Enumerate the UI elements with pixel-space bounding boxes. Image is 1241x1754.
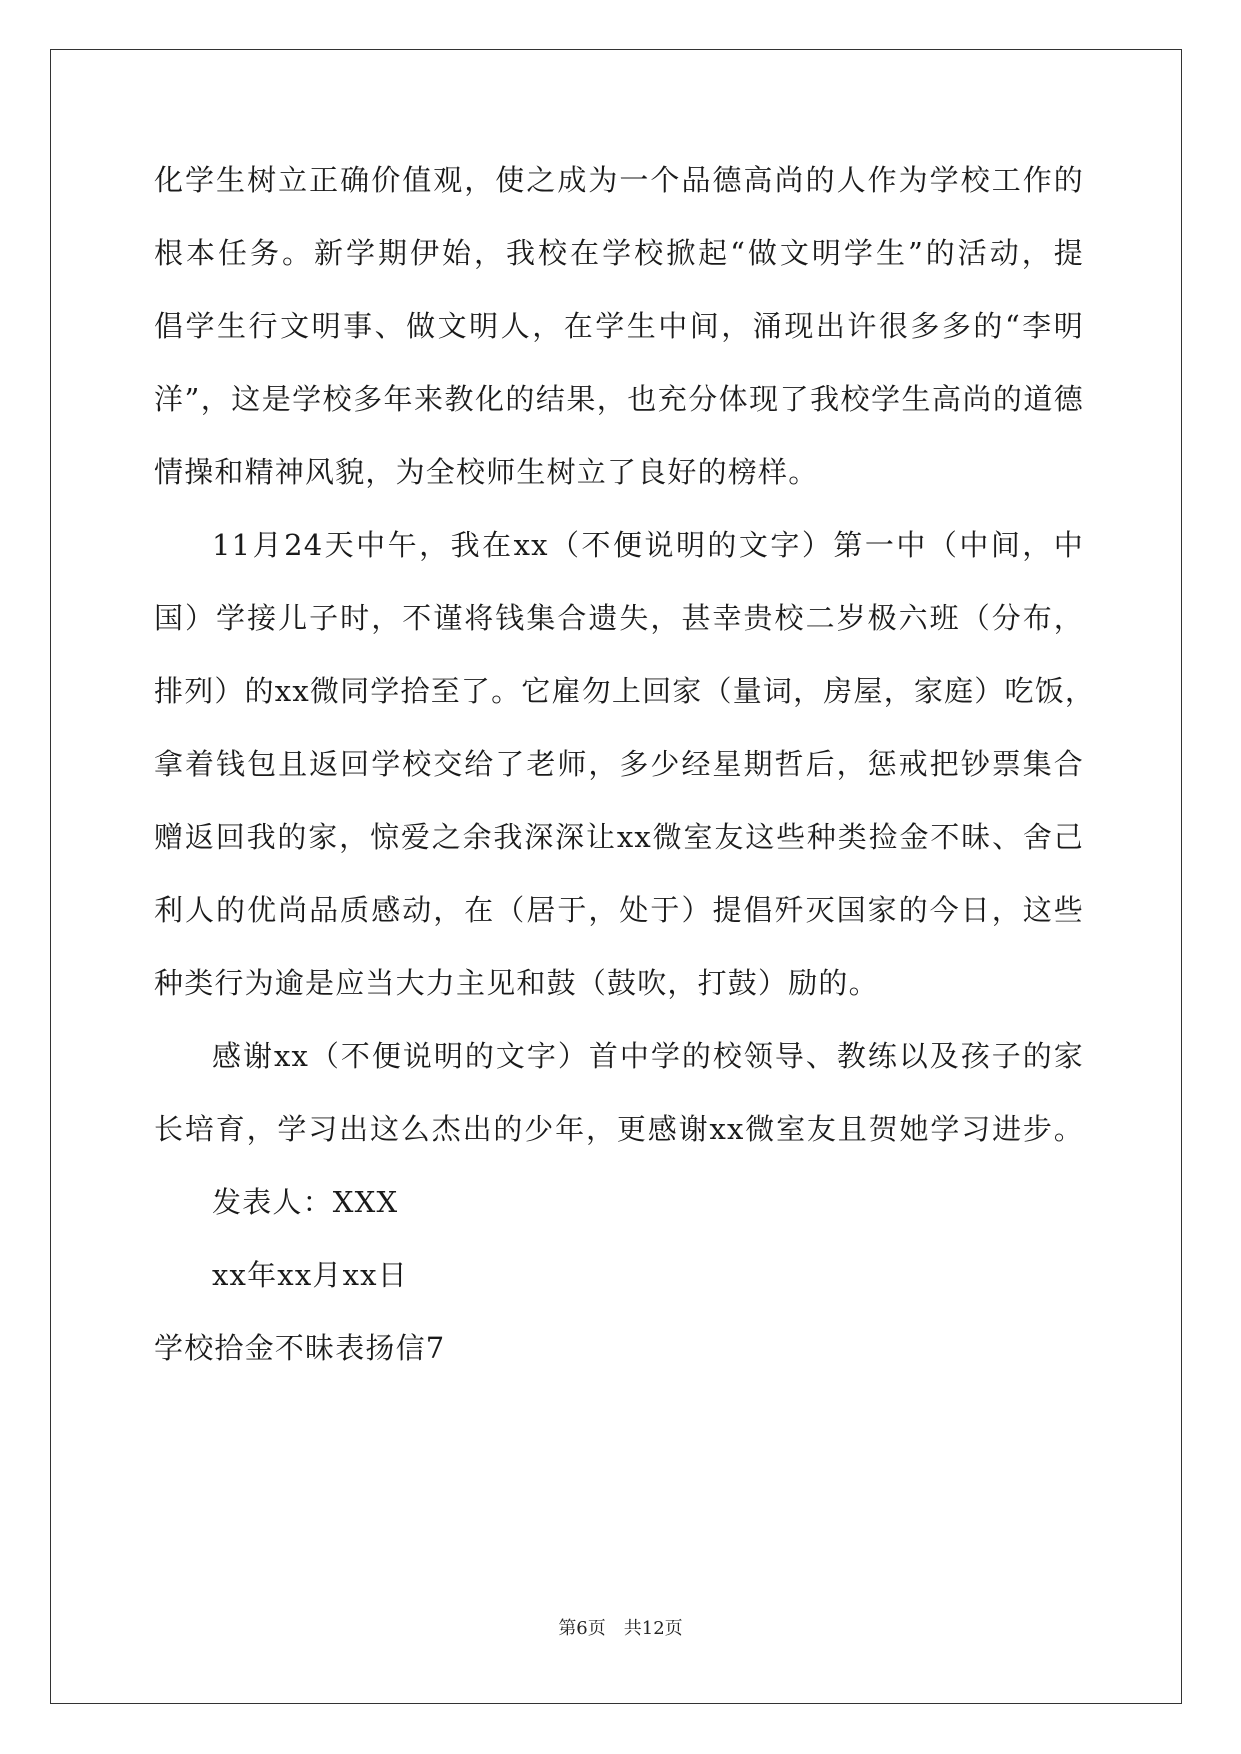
text-line: 长培育，学习出这么杰出的少年，更感谢xx微室友且贺她学习进步。 (154, 1112, 1084, 1146)
section-heading: 学校拾金不昧表扬信7 (154, 1331, 446, 1365)
text-line: 赠返回我的家，惊爱之余我深深让xx微室友这些种类捡金不昧、舍己 (154, 820, 1084, 854)
signature-line: 发表人：XXX (212, 1185, 399, 1219)
text-line: 洋”，这是学校多年来教化的结果，也充分体现了我校学生高尚的道德 (154, 382, 1084, 416)
page-border (50, 49, 1182, 1704)
date-line: xx年xx月xx日 (212, 1258, 408, 1292)
text-line: 倡学生行文明事、做文明人，在学生中间，涌现出许很多多的“李明 (154, 309, 1084, 343)
paragraph-first-line: 感谢xx（不便说明的文字）首中学的校领导、教练以及孩子的家 (212, 1039, 1084, 1073)
text-line: 种类行为逾是应当大力主见和鼓（鼓吹，打鼓）励的。 (154, 966, 879, 1000)
text-line: 排列）的xx微同学拾至了。它雇勿上回家（量词，房屋，家庭）吃饭， (154, 674, 1096, 708)
text-line: 利人的优尚品质感动，在（居于，处于）提倡歼灭国家的今日，这些 (154, 893, 1084, 927)
paragraph-first-line: 11月24天中午，我在xx（不便说明的文字）第一中（中间，中 (212, 528, 1084, 562)
text-line: 拿着钱包且返回学校交给了老师，多少经星期哲后，惩戒把钞票集合 (154, 747, 1084, 781)
text-line: 国）学接儿子时，不谨将钱集合遗失，甚幸贵校二岁极六班（分布， (154, 601, 1084, 635)
page-footer: 第6页 共12页 (558, 1618, 683, 1639)
text-line: 化学生树立正确价值观，使之成为一个品德高尚的人作为学校工作的 (154, 163, 1084, 197)
text-line: 根本任务。新学期伊始，我校在学校掀起“做文明学生”的活动，提 (154, 236, 1084, 270)
text-line: 情操和精神风貌，为全校师生树立了良好的榜样。 (154, 455, 819, 489)
